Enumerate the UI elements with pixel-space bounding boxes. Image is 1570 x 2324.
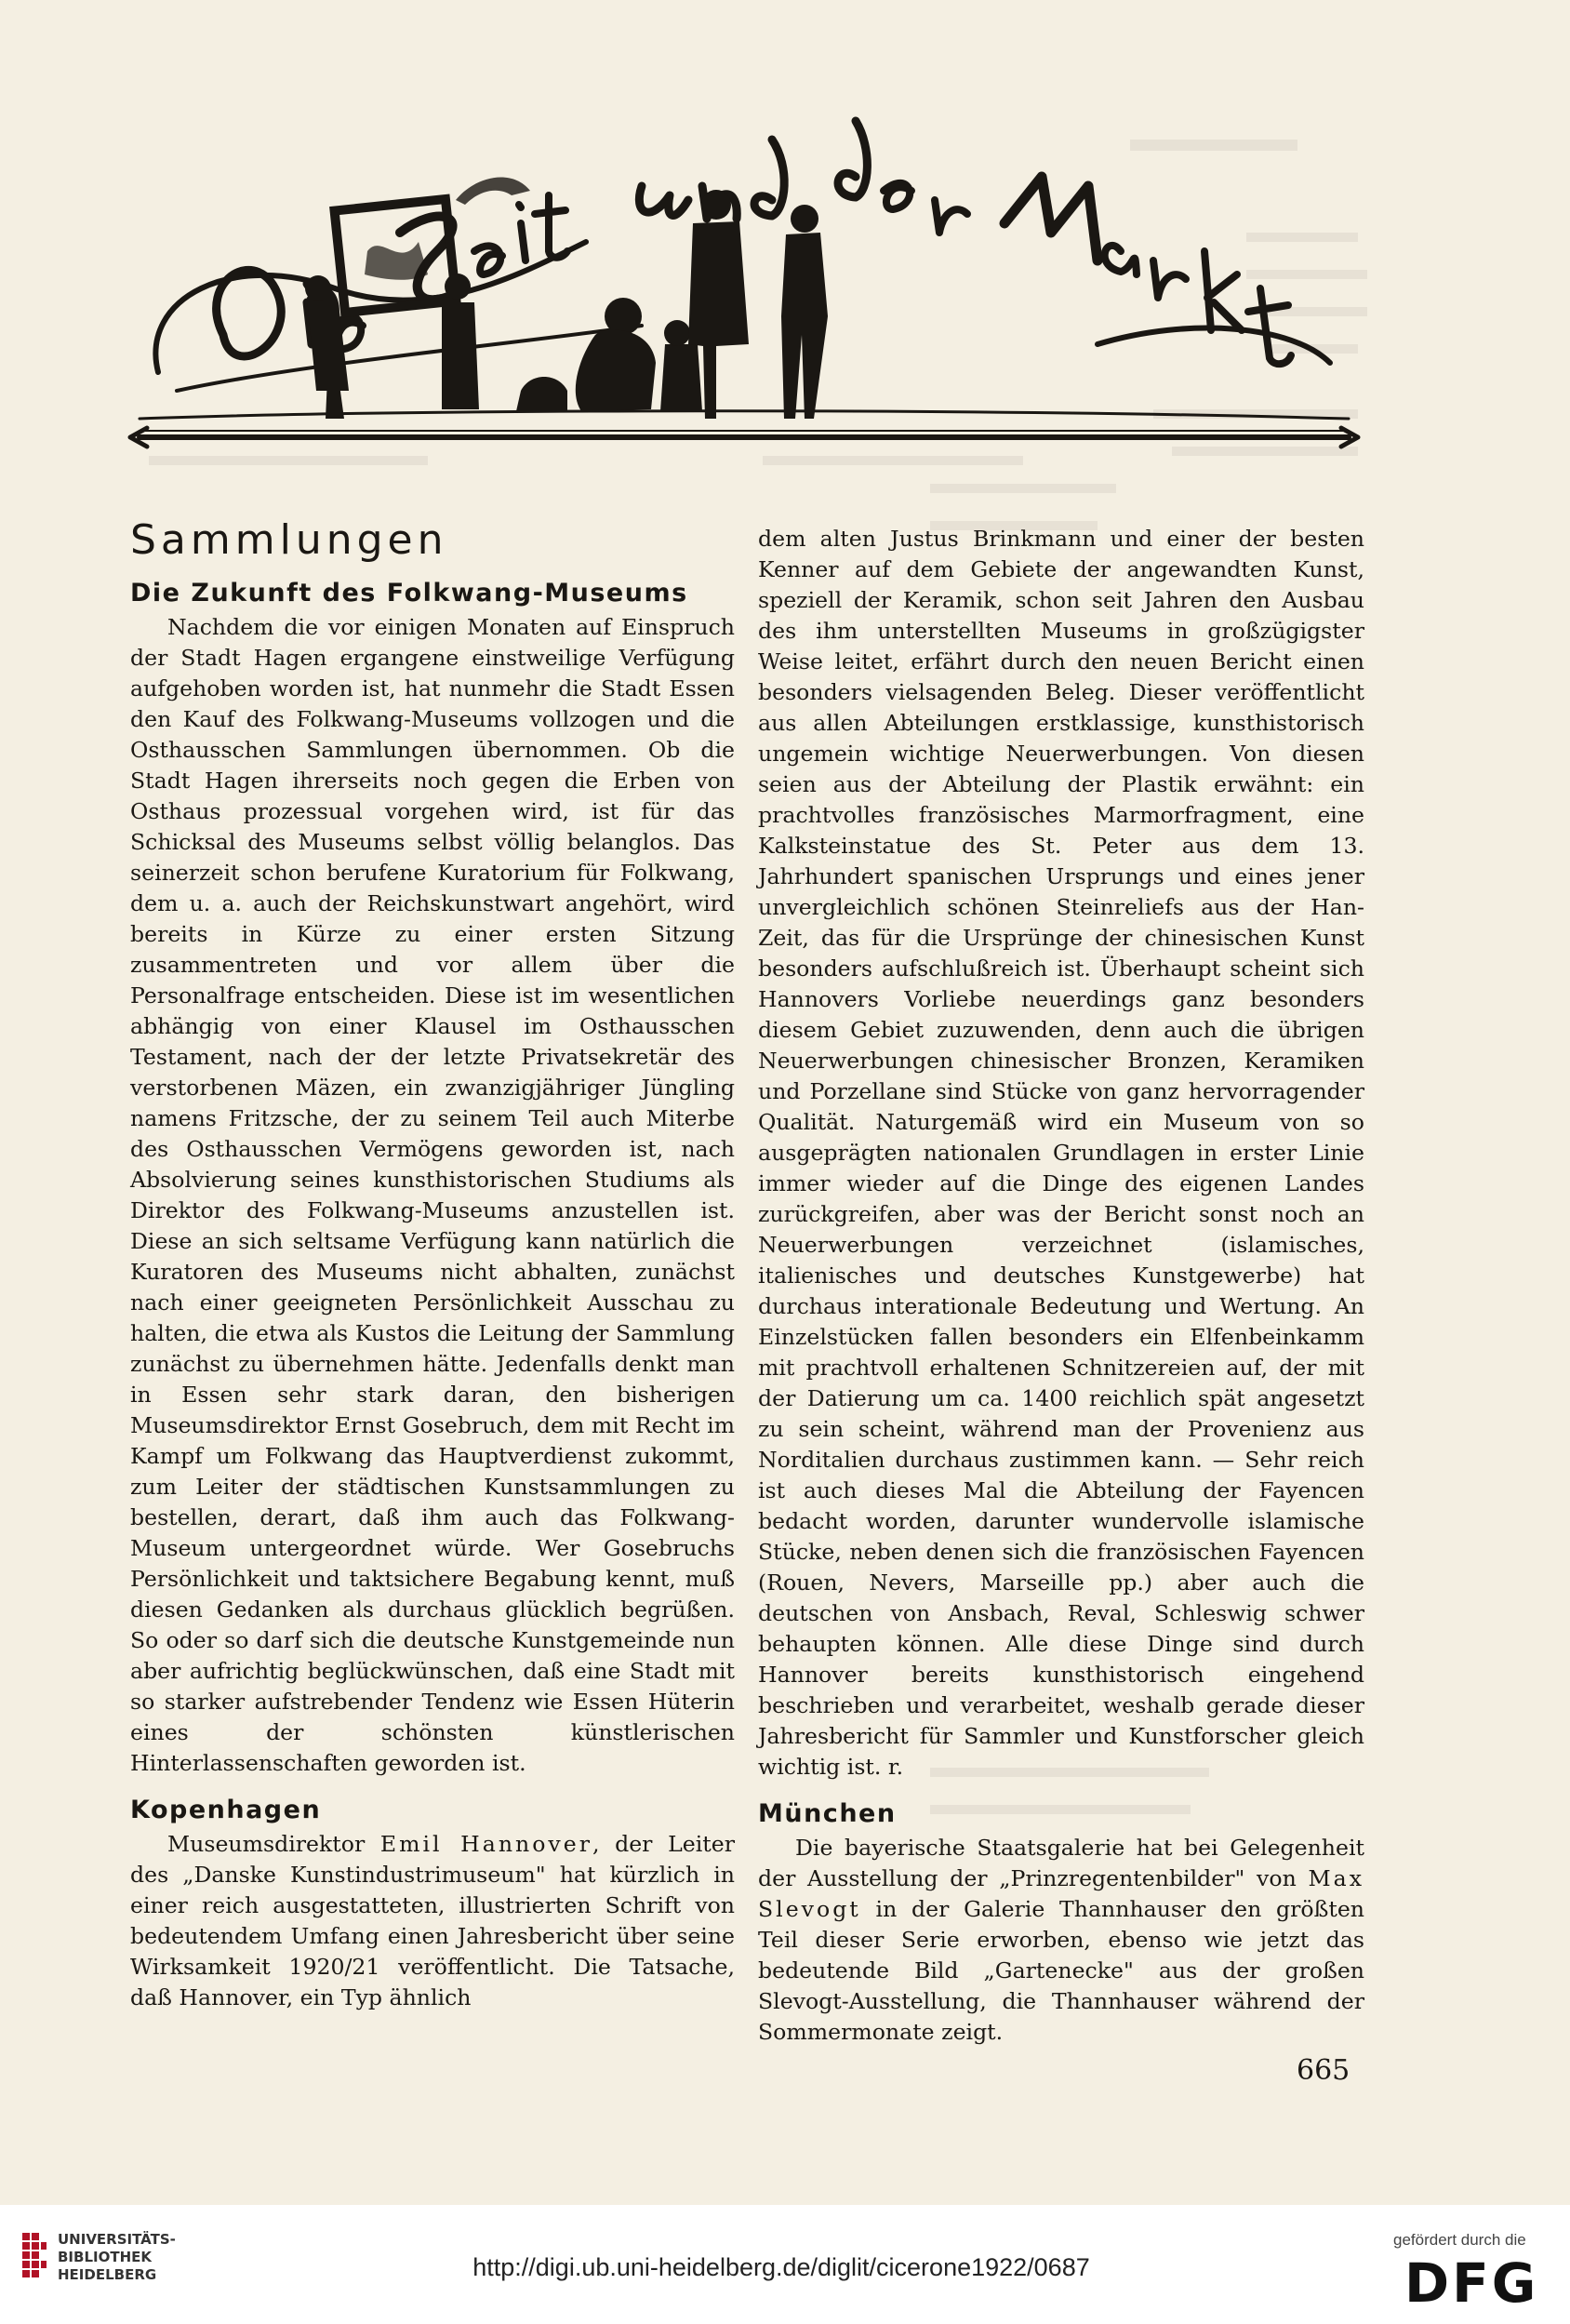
article-body-kopenhagen: [130, 1829, 735, 2013]
library-name-line: UNIVERSITÄTS-: [58, 2231, 176, 2248]
body-lead: Museumsdirektor: [167, 1831, 380, 1857]
masthead-artwork: [121, 112, 1367, 456]
right-column: [758, 524, 1364, 2048]
section-title-sammlungen: Sammlungen: [130, 516, 448, 564]
page-number: 665: [1297, 2054, 1350, 2087]
university-library-name[interactable]: [58, 2231, 176, 2284]
body-lead: Die bayerische Staatsgalerie hat bei Gelegenheit der Ausstellung der „Prinzregentenbilder" von: [758, 1835, 1364, 1891]
left-column: [130, 514, 735, 2013]
article-body-kopenhagen-continued: dem alten Justus Brinkmann und einer der besten Kenner auf dem Gebiete der angewandten Kunst, speziell der Keramik, schon seit Jahren den Ausbau des ihm unterstellten Museums in großzügigster Weise leitet, erfährt durch den neuen Bericht einen besonders vielsagenden Beleg. Dieser veröffentlicht aus allen Abteilungen erstklassige, kunsthistorisch ungemein wichtige Neuerwerbungen. Von diesen seien aus der Abteilung der Plastik erwähnt: ein prachtvolles französisches Marmorfragment, eine Kalksteinstatue des St. Peter aus dem 13. Jahrhundert spanischen Ursprungs und eines jener unvergleichlich schönen Steinreliefs aus der Han-Zeit, das für die Ursprünge der chinesischen Kunst besonders aufschlußreich ist. Überhaupt scheint sich Hannovers Vorliebe neuerdings ganz besonders diesem Gebiet zuzuwenden, denn auch die übrigen Neuerwerbungen chinesischer Bronzen, Keramiken und Porzellane sind Stücke von ganz hervorragender Qualität. Naturgemäß wird ein Museum von so ausgeprägten nationalen Grundlagen in erster Linie immer wieder auf die Dinge des eigenen Landes zurückgreifen, aber was der Bericht sonst noch an Neuerwerbungen verzeichnet (islamisches, italienisches und deutsches Kunstgewerbe) hat durchaus interationale Bedeutung und Wertung. An Einzelstücken fallen besonders ein Elfenbeinkamm mit prachtvoll erhaltenen Schnitzereien auf, der mit der Datierung um ca. 1400 reichlich spät angesetzt zu sein scheint, während man der Provenienz aus Norditalien durchaus zustimmen kann. — Sehr reich ist auch dieses Mal die Abteilung der Fayencen bedacht worden, darunter wundervolle islamische Stücke, neben denen sich die französischen Fayencen (Rouen, Nevers, Marseille pp.) aber auch die deutschen von Ansbach, Reval, Schleswig schwer behaupten können. Alle diese Dinge sind durch Hannover bereits kunsthistorisch eingehend beschrieben und verarbeitet, weshalb gerade dieser Jahresbericht für Sammler und Kunstforscher gleich wichtig ist. r.: [758, 526, 1364, 1780]
article-heading-kopenhagen: Kopenhagen: [130, 1796, 322, 1824]
university-library-logo-icon: [20, 2229, 48, 2294]
permalink-url[interactable]: http://digi.ub.uni-heidelberg.de/diglit/cicerone1922/0687: [472, 2253, 1090, 2281]
viewer-footer: [0, 2205, 1570, 2324]
body-rest: in der Galerie Thannhauser den größten Teil dieser Serie erworben, ebenso wie jetzt das bedeutende Bild „Gartenecke" aus der großen Slevogt-Ausstellung, die Thannhauser während der Sommermonate zeigt.: [758, 1896, 1364, 2045]
body-rest: , der Leiter des „Danske Kunstindustrimuseum" hat kürzlich in einer reich ausgestatteten, illustrierten Schrift von bedeutendem Umfang einen Jahresbericht über seine Wirksamkeit 1920/21 veröffentlicht. Die Tatsache, daß Hannover, ein Typ ähnlich: [130, 1831, 735, 2010]
article-heading-muenchen: München: [758, 1799, 897, 1828]
article-heading-folkwang: Die Zukunft des Folkwang-Museums: [130, 579, 688, 608]
dfg-logo[interactable]: DFG: [1404, 2251, 1539, 2315]
body-spaced-name: Emil Hannover: [379, 1831, 592, 1857]
library-name-line: HEIDELBERG: [58, 2266, 157, 2283]
article-body-folkwang: Nachdem die vor einigen Monaten auf Einspruch der Stadt Hagen ergangene einstweilige Verfügung aufgehoben worden ist, hat nunmehr die Stadt Essen den Kauf des Folkwang-Museums vollzogen und die Osthausschen Sammlungen übernommen. Ob die Stadt Hagen ihrerseits noch gegen die Erben von Osthaus prozessual vorgehen wird, ist für das Schicksal des Museums selbst völlig belanglos. Das seinerzeit schon berufene Kuratorium für Folkwang, dem u. a. auch der Reichskunstwart angehört, wird bereits in Kürze zu einer ersten Sitzung zusammentreten und vor allem über die Personalfrage entscheiden. Diese ist im wesentlichen abhängig von einer Klausel im Osthausschen Testament, nach der der letzte Privatsekretär des verstorbenen Mäzen, ein zwanzigjähriger Jüngling namens Fritzsche, der zu seinem Teil auch Miterbe des Osthausschen Vermögens geworden ist, nach Absolvierung seines kunsthistorischen Studiums als Direktor des Folkwang-Museums anzustellen ist. Diese an sich seltsame Verfügung kann natürlich die Kuratoren des Museums nicht abhalten, zunächst nach einer geeigneten Persönlichkeit Ausschau zu halten, die etwa als Kustos die Leitung der Sammlung zunächst zu übernehmen hätte. Jedenfalls denkt man in Essen sehr stark daran, den bisherigen Museumsdirektor Ernst Gosebruch, dem mit Recht im Kampf um Folkwang das Hauptverdienst zukommt, zum Leiter der städtischen Kunstsammlungen zu bestellen, derart, daß ihm auch das Folkwang-Museum untergeordnet würde. Wer Gosebruchs Persönlichkeit und taktsichere Begabung kennt, muß diesen Gedanken als durchaus glücklich begrüßen. So oder so darf sich die deutsche Kunstgemeinde nun aber aufrichtig beglückwünschen, daß eine Stadt mit so starker aufstrebender Tendenz wie Essen Hüterin eines der schönsten künstlerischen Hinterlassenschaften geworden ist.: [130, 614, 735, 1776]
library-name-line: BIBLIOTHEK: [58, 2249, 152, 2265]
body-spaced-name: Max Slevogt: [758, 1865, 1364, 1922]
masthead-illustration: [121, 112, 1367, 456]
funding-caption: gefördert durch die: [1393, 2231, 1526, 2249]
article-body-muenchen: [758, 1833, 1364, 2048]
